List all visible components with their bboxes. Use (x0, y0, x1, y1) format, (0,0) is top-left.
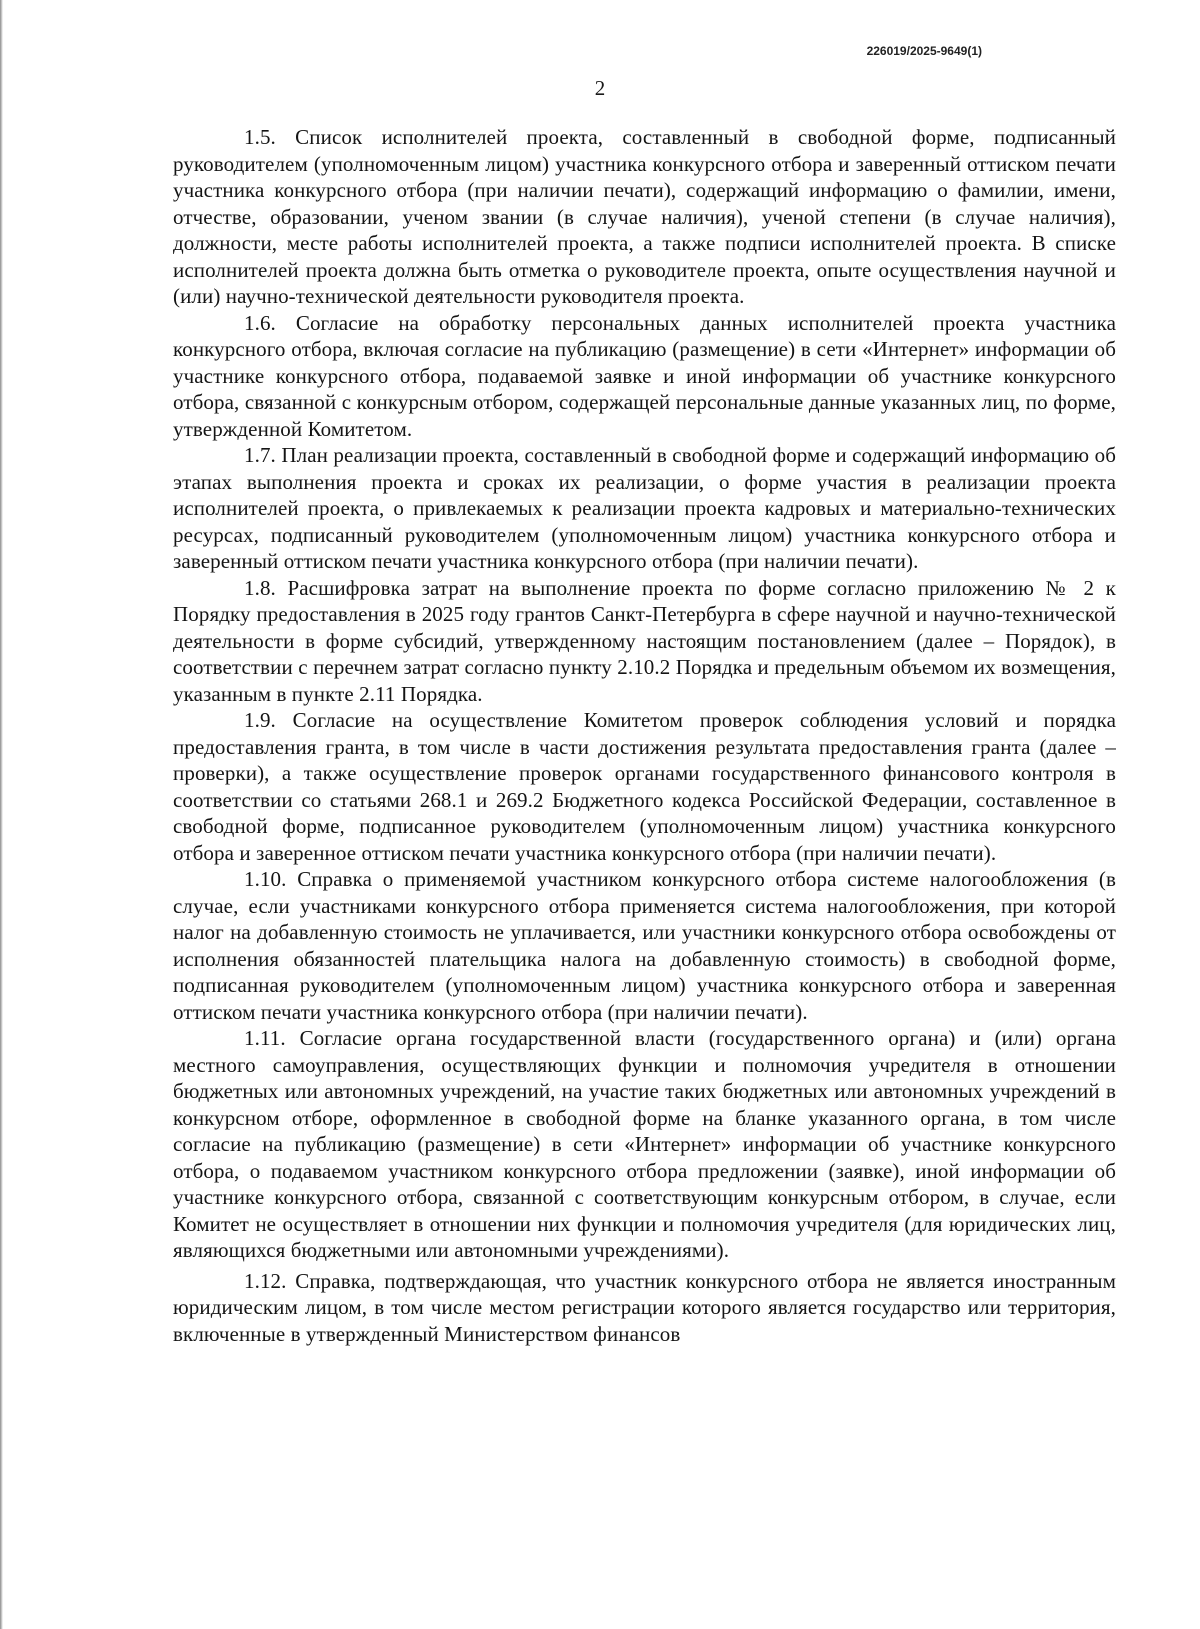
document-body (173, 124, 1116, 1347)
paragraph-1-12: 1.12. Справка, подтверждающая, что участник конкурсного отбора не является иностранным юридическим лицом, в том числе местом регистрации которого является государство или территория, включенные в утвержденный Министерством финансов (173, 1268, 1116, 1346)
paragraph-1-5: 1.5. Список исполнителей проекта, составленный в свободной форме, подписанный руководителем (уполномоченным лицом) участника конкурсного отбора и заверенный оттиском печати участника конкурсного отбора (при наличии печати), содержащий информацию о фамилии, имени, отчестве, образовании, ученом звании (в случае наличия), ученой степени (в случае наличия), должности, месте работы исполнителей проекта, а также подписи исполнителей проекта. В списке исполнителей проекта должна быть отметка о руководителе проекта, опыте осуществления научной и (или) научно-технической деятельности руководителя проекта. (173, 125, 1116, 308)
page-number: 2 (594, 76, 606, 100)
paragraph-1-11: 1.11. Согласие органа государственной власти (государственного органа) и (или) органа местного самоуправления, осуществляющих функции и полномочия учредителя в отношении бюджетных или автономных учреждений, на участие таких бюджетных или автономных учреждений в конкурсном отборе, оформленное в свободной форме на бланке указанного органа, в том числе согласие на публикацию (размещение) в сети «Интернет» информации об участнике конкурсного отбора, о подаваемом участником конкурсного отбора предложении (заявке), иной информации об участнике конкурсного отбора, связанной с соответствующим конкурсным отбором, в случае, если Комитет не осуществляет в отношении них функции и полномочия учредителя (для юридических лиц, являющихся бюджетными или автономными учреждениями). (173, 1026, 1116, 1262)
paragraph-1-9: 1.9. Согласие на осуществление Комитетом проверок соблюдения условий и порядка предоставления гранта, в том числе в части достижения результата предоставления гранта (далее – проверки), а также осуществление проверок органами государственного финансового контроля в соответствии со статьями 268.1 и 269.2 Бюджетного кодекса Российской Федерации, составленное в свободной форме, подписанное руководителем (уполномоченным лицом) участника конкурсного отбора и заверенное оттиском печати участника конкурсного отбора (при наличии печати). (173, 708, 1116, 865)
scan-edge (0, 0, 3, 1629)
paragraph-1-8: 1.8. Расшифровка затрат на выполнение проекта по форме согласно приложению № 2 к Порядку предоставления в 2025 году грантов Санкт-Петербурга в сфере научной и научно-технической деятельности в форме субсидий, утвержденному настоящим постановлением (далее – Порядок), в соответствии с перечнем затрат согласно пункту 2.10.2 Порядка и предельным объемом их возмещения, указанным в пункте 2.11 Порядка. (173, 575, 1116, 706)
paragraph-1-7: 1.7. План реализации проекта, составленный в свободной форме и содержащий информацию об этапах выполнения проекта и сроках их реализации, о форме участия в реализации проекта исполнителей проекта, о привлекаемых к реализации проекта кадровых и материально-технических ресурсах, подписанный руководителем (уполномоченным лицом) участника конкурсного отбора и заверенный оттиском печати участника конкурсного отбора (при наличии печати). (173, 443, 1116, 573)
document-registration-number: 226019/2025-9649(1) (866, 44, 982, 58)
paragraph-1-6: 1.6. Согласие на обработку персональных данных исполнителей проекта участника конкурсного отбора, включая согласие на публикацию (размещение) в сети «Интернет» информации об участнике конкурсного отбора, подаваемой заявке и иной информации об участнике конкурсного отбора, связанной с конкурсным отбором, содержащей персональные данные указанных лиц, по форме, утвержденной Комитетом. (173, 310, 1116, 441)
paragraph-1-10: 1.10. Справка о применяемой участником конкурсного отбора системе налогообложения (в случае, если участниками конкурсного отбора применяется система налогообложения, при которой налог на добавленную стоимость не уплачивается, или участники конкурсного отбора освобождены от исполнения обязанностей плательщика налога на добавленную стоимость) в свободной форме, подписанная руководителем (уполномоченным лицом) участника конкурсного отбора и заверенная оттиском печати участника конкурсного отбора (при наличии печати). (173, 867, 1116, 1024)
